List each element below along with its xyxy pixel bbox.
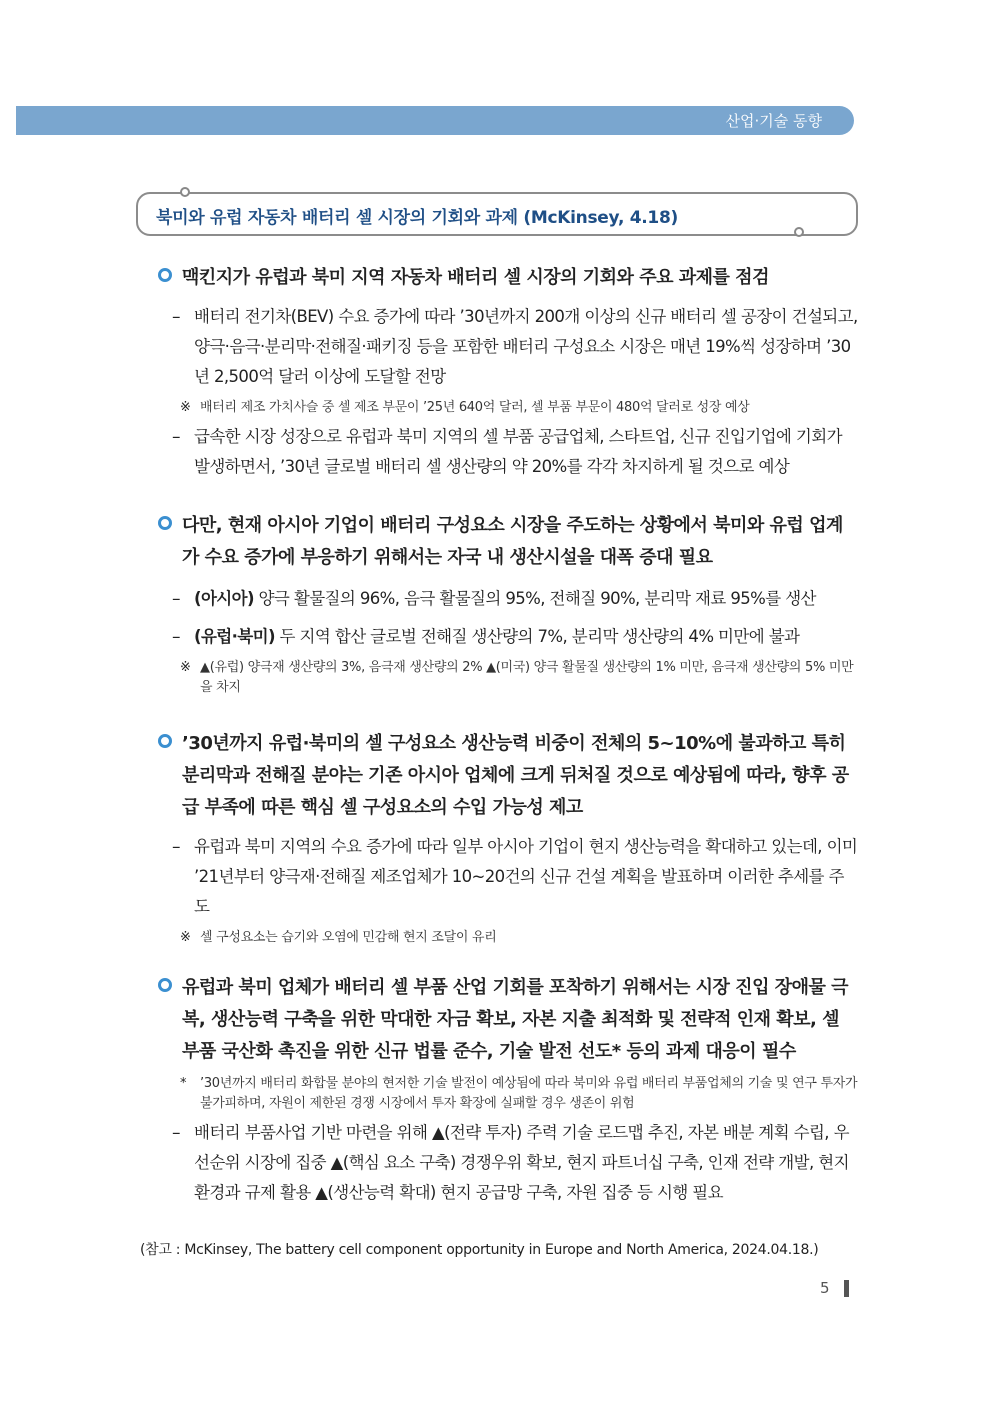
dash-item — [158, 622, 858, 652]
header-label: 산업·기술 동향 — [725, 112, 822, 130]
title-decoration-dot — [180, 187, 190, 197]
note-mark: ※ — [180, 930, 191, 945]
dash-item — [158, 302, 858, 392]
bullet-icon — [158, 734, 172, 748]
note-item — [158, 1074, 858, 1114]
dash-item — [158, 832, 858, 922]
note-text: ’30년까지 배터리 화합물 분야의 현저한 기술 발전이 예상됨에 따라 북미와 유럽 배터리 부품업체의 기술 및 연구 투자가 불가피하며, 자원이 제한된 경쟁 시장에서 투자 확장에 실패할 경우 생존이 위험 — [200, 1076, 858, 1111]
page-number-bar — [844, 1280, 849, 1297]
dash-text: 배터리 전기차(BEV) 수요 증가에 따라 ’30년까지 200개 이상의 신규 배터리 셀 공장이 건설되고, 양극·음극·분리막·전해질·패키징 등을 포함한 배터리 구성요소 시장은 매년 19%씩 성장하며 ’30년 2,500억 달러 이상에 도달할 전망 — [194, 307, 858, 386]
dash-item — [158, 1118, 858, 1208]
dash-label: (아시아) — [194, 589, 254, 608]
section-main-text: 다만, 현재 아시아 기업이 배터리 구성요소 시장을 주도하는 상황에서 북미와 유럽 업계가 수요 증가에 부응하기 위해서는 자국 내 생산시설을 대폭 증대 필요 — [182, 515, 843, 568]
dash-mark: – — [172, 837, 181, 857]
dash-mark: – — [172, 1123, 181, 1143]
header-bar — [16, 106, 854, 135]
note-text: ▲(유럽) 양극재 생산량의 3%, 음극재 생산량의 2% ▲(미국) 양극 활물질 생산량의 1% 미만, 음극재 생산량의 5% 미만을 차지 — [200, 660, 854, 695]
section-3 — [158, 728, 858, 948]
title-box — [136, 192, 858, 236]
bullet-icon — [158, 516, 172, 530]
page-title: 북미와 유럽 자동차 배터리 셀 시장의 기회와 과제 (McKinsey, 4.18) — [156, 208, 678, 228]
note-text: 배터리 제조 가치사슬 중 셀 제조 부문이 ’25년 640억 달러, 셀 부품 부문이 480억 달러로 성장 예상 — [200, 400, 750, 415]
note-text: 셀 구성요소는 습기와 오염에 민감해 현지 조달이 유리 — [200, 930, 497, 945]
dash-mark: – — [172, 307, 181, 327]
bullet-icon — [158, 268, 172, 282]
section-2 — [158, 510, 858, 698]
section-main — [158, 728, 858, 824]
dash-label: (유럽·북미) — [194, 627, 275, 646]
section-main-text: 맥킨지가 유럽과 북미 지역 자동차 배터리 셀 시장의 기회와 주요 과제를 점검 — [182, 267, 769, 288]
section-main-text: ’30년까지 유럽·북미의 셀 구성요소 생산능력 비중이 전체의 5~10%에 불과하고 특히 분리막과 전해질 분야는 기존 아시아 업체에 크게 뒤처질 것으로 예상됨에 따라, 향후 공급 부족에 따른 핵심 셀 구성요소의 수입 가능성 제고 — [182, 733, 849, 818]
dash-text: 두 지역 합산 글로벌 전해질 생산량의 7%, 분리막 생산량의 4% 미만에 불과 — [274, 627, 800, 646]
dash-mark: – — [172, 589, 181, 609]
section-1 — [158, 262, 858, 482]
dash-mark: – — [172, 627, 181, 647]
note-mark: ※ — [180, 400, 191, 415]
note-item — [158, 398, 858, 418]
section-4 — [158, 972, 858, 1208]
dash-item — [158, 422, 858, 482]
page-number: 5 — [820, 1279, 830, 1297]
title-decoration-dot — [794, 227, 804, 237]
section-main — [158, 262, 858, 294]
bullet-icon — [158, 978, 172, 992]
section-main-text: 유럽과 북미 업체가 배터리 셀 부품 산업 기회를 포착하기 위해서는 시장 진입 장애물 극복, 생산능력 구축을 위한 막대한 자금 확보, 자본 지출 최적화 및 전략적 인재 확보, 셀 부품 국산화 촉진을 위한 신규 법률 준수, 기술 발전 선도* 등의 과제 대응이 필수 — [182, 977, 849, 1062]
dash-item — [158, 584, 858, 614]
dash-text: 배터리 부품사업 기반 마련을 위해 ▲(전략 투자) 주력 기술 로드맵 추진, 자본 배분 계획 수립, 우선순위 시장에 집중 ▲(핵심 요소 구축) 경쟁우위 확보, 현지 파트너십 구축, 인재 전략 개발, 현지 환경과 규제 활용 ▲(생산능력 확대) 현지 공급망 구축, 자원 집중 등 시행 필요 — [194, 1123, 849, 1202]
dash-text: 급속한 시장 성장으로 유럽과 북미 지역의 셀 부품 공급업체, 스타트업, 신규 진입기업에 기회가 발생하면서, ’30년 글로벌 배터리 셀 생산량의 약 20%를 각각 차지하게 될 것으로 예상 — [194, 427, 842, 476]
dash-text: 양극 활물질의 96%, 음극 활물질의 95%, 전해질 90%, 분리막 재료 95%를 생산 — [253, 589, 816, 608]
section-main — [158, 972, 858, 1068]
dash-mark: – — [172, 427, 181, 447]
footnote-mark: * — [180, 1076, 187, 1091]
dash-text: 유럽과 북미 지역의 수요 증가에 따라 일부 아시아 기업이 현지 생산능력을 확대하고 있는데, 이미 ’21년부터 양극재·전해질 제조업체가 10~20건의 신규 건설 계획을 발표하며 이러한 추세를 주도 — [194, 837, 858, 916]
note-mark: ※ — [180, 660, 191, 675]
reference: (참고 : McKinsey, The battery cell component opportunity in Europe and North America, 2024.04.18.) — [140, 1242, 819, 1258]
section-main — [158, 510, 858, 574]
note-item — [158, 658, 858, 698]
note-item — [158, 928, 858, 948]
